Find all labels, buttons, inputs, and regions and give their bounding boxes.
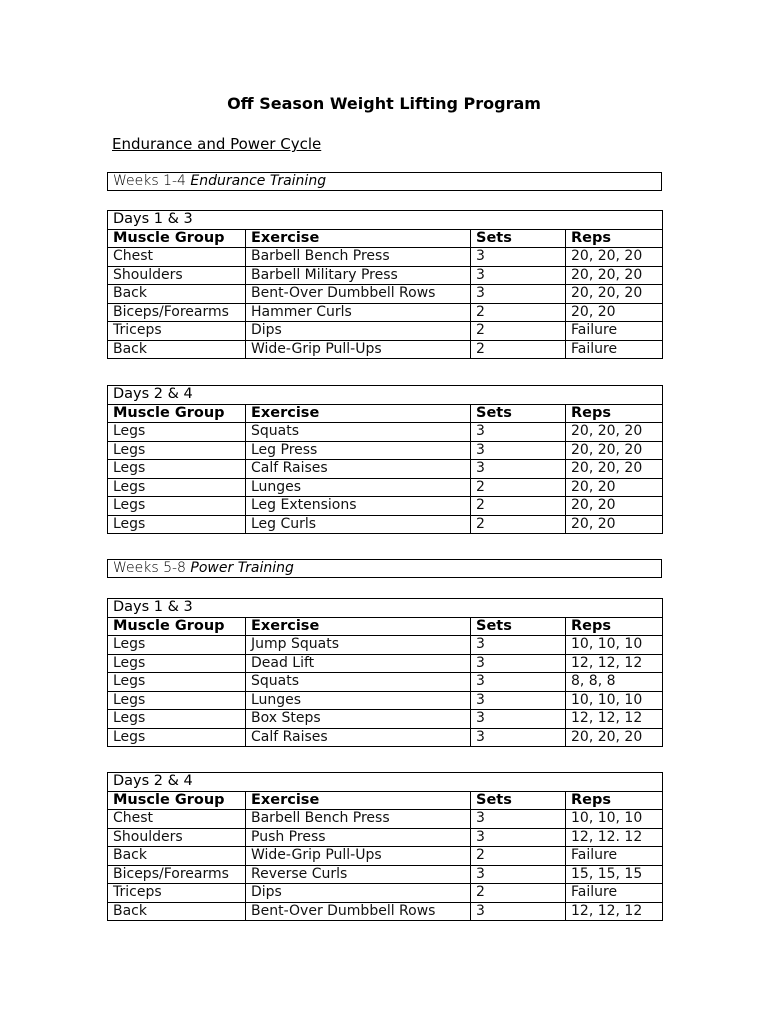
table-row xyxy=(108,303,663,322)
reps-cell: 20, 20, 20 xyxy=(566,441,663,460)
workout-table xyxy=(107,385,663,534)
days-label: Days 1 & 3 xyxy=(108,599,663,618)
table-header-row xyxy=(108,791,663,810)
reps-cell: 20, 20 xyxy=(566,497,663,516)
sets-cell: 3 xyxy=(471,636,566,655)
table-row xyxy=(108,884,663,903)
exercise-cell: Jump Squats xyxy=(246,636,471,655)
column-header: Exercise xyxy=(246,617,471,636)
exercise-cell: Dead Lift xyxy=(246,654,471,673)
column-header: Sets xyxy=(471,229,566,248)
phase-weeks: Weeks 1-4 xyxy=(113,173,186,189)
reps-cell: 20, 20, 20 xyxy=(566,266,663,285)
table-row xyxy=(108,460,663,479)
muscle-group-cell: Legs xyxy=(108,441,246,460)
workout-table xyxy=(107,598,663,747)
phase-name: Endurance Training xyxy=(190,173,327,189)
reps-cell: 20, 20 xyxy=(566,478,663,497)
exercise-cell: Leg Extensions xyxy=(246,497,471,516)
sets-cell: 2 xyxy=(471,497,566,516)
sets-cell: 3 xyxy=(471,828,566,847)
table-row xyxy=(108,322,663,341)
table-row xyxy=(108,902,663,921)
column-header: Muscle Group xyxy=(108,229,246,248)
reps-cell: 10, 10, 10 xyxy=(566,691,663,710)
column-header: Reps xyxy=(566,229,663,248)
exercise-cell: Bent-Over Dumbbell Rows xyxy=(246,902,471,921)
exercise-cell: Leg Curls xyxy=(246,515,471,534)
reps-cell: 12, 12, 12 xyxy=(566,654,663,673)
column-header: Exercise xyxy=(246,229,471,248)
column-header: Sets xyxy=(471,617,566,636)
sets-cell: 3 xyxy=(471,902,566,921)
sets-cell: 3 xyxy=(471,460,566,479)
table-row xyxy=(108,340,663,359)
exercise-cell: Squats xyxy=(246,423,471,442)
exercise-cell: Reverse Curls xyxy=(246,865,471,884)
reps-cell: 12, 12, 12 xyxy=(566,710,663,729)
sets-cell: 3 xyxy=(471,728,566,747)
sets-cell: 2 xyxy=(471,847,566,866)
reps-cell: 20, 20 xyxy=(566,303,663,322)
column-header: Reps xyxy=(566,791,663,810)
muscle-group-cell: Back xyxy=(108,847,246,866)
days-label: Days 2 & 4 xyxy=(108,386,663,405)
column-header: Muscle Group xyxy=(108,617,246,636)
reps-cell: 12, 12. 12 xyxy=(566,828,663,847)
table-row xyxy=(108,673,663,692)
muscle-group-cell: Legs xyxy=(108,460,246,479)
muscle-group-cell: Legs xyxy=(108,673,246,692)
table-row xyxy=(108,847,663,866)
exercise-cell: Wide-Grip Pull-Ups xyxy=(246,340,471,359)
table-row xyxy=(108,441,663,460)
sets-cell: 2 xyxy=(471,322,566,341)
muscle-group-cell: Legs xyxy=(108,691,246,710)
exercise-cell: Lunges xyxy=(246,691,471,710)
exercise-cell: Lunges xyxy=(246,478,471,497)
column-header: Muscle Group xyxy=(108,791,246,810)
reps-cell: 15, 15, 15 xyxy=(566,865,663,884)
reps-cell: 20, 20, 20 xyxy=(566,423,663,442)
exercise-cell: Bent-Over Dumbbell Rows xyxy=(246,285,471,304)
phase-banner-endurance xyxy=(107,172,662,191)
table-row xyxy=(108,248,663,267)
sets-cell: 3 xyxy=(471,441,566,460)
sets-cell: 3 xyxy=(471,248,566,267)
muscle-group-cell: Shoulders xyxy=(108,828,246,847)
reps-cell: 20, 20, 20 xyxy=(566,460,663,479)
muscle-group-cell: Legs xyxy=(108,423,246,442)
column-header: Sets xyxy=(471,404,566,423)
exercise-cell: Calf Raises xyxy=(246,728,471,747)
sets-cell: 3 xyxy=(471,865,566,884)
column-header: Sets xyxy=(471,791,566,810)
table-row xyxy=(108,478,663,497)
exercise-cell: Hammer Curls xyxy=(246,303,471,322)
column-header: Exercise xyxy=(246,404,471,423)
sets-cell: 3 xyxy=(471,810,566,829)
sets-cell: 3 xyxy=(471,710,566,729)
exercise-cell: Barbell Bench Press xyxy=(246,248,471,267)
reps-cell: 8, 8, 8 xyxy=(566,673,663,692)
muscle-group-cell: Legs xyxy=(108,728,246,747)
sets-cell: 3 xyxy=(471,423,566,442)
sets-cell: 3 xyxy=(471,266,566,285)
table-header-row xyxy=(108,617,663,636)
reps-cell: 20, 20 xyxy=(566,515,663,534)
reps-cell: 10, 10, 10 xyxy=(566,810,663,829)
muscle-group-cell: Legs xyxy=(108,515,246,534)
exercise-cell: Squats xyxy=(246,673,471,692)
exercise-cell: Barbell Bench Press xyxy=(246,810,471,829)
sets-cell: 3 xyxy=(471,285,566,304)
muscle-group-cell: Back xyxy=(108,340,246,359)
reps-cell: Failure xyxy=(566,847,663,866)
workout-table xyxy=(107,772,663,921)
column-header: Reps xyxy=(566,404,663,423)
muscle-group-cell: Biceps/Forearms xyxy=(108,865,246,884)
table-row xyxy=(108,728,663,747)
table-row xyxy=(108,710,663,729)
table-row xyxy=(108,423,663,442)
muscle-group-cell: Chest xyxy=(108,248,246,267)
sets-cell: 2 xyxy=(471,478,566,497)
table-header-row xyxy=(108,404,663,423)
muscle-group-cell: Legs xyxy=(108,497,246,516)
muscle-group-cell: Chest xyxy=(108,810,246,829)
workout-table xyxy=(107,210,663,359)
reps-cell: Failure xyxy=(566,322,663,341)
reps-cell: 20, 20, 20 xyxy=(566,248,663,267)
sets-cell: 2 xyxy=(471,303,566,322)
exercise-cell: Box Steps xyxy=(246,710,471,729)
reps-cell: Failure xyxy=(566,340,663,359)
table-row xyxy=(108,691,663,710)
phase-weeks: Weeks 5-8 xyxy=(113,560,186,576)
muscle-group-cell: Legs xyxy=(108,710,246,729)
column-header: Muscle Group xyxy=(108,404,246,423)
table-row xyxy=(108,266,663,285)
sets-cell: 3 xyxy=(471,691,566,710)
column-header: Reps xyxy=(566,617,663,636)
exercise-cell: Barbell Military Press xyxy=(246,266,471,285)
muscle-group-cell: Legs xyxy=(108,478,246,497)
table-row xyxy=(108,285,663,304)
exercise-cell: Leg Press xyxy=(246,441,471,460)
table-row xyxy=(108,636,663,655)
phase-banner-power xyxy=(107,559,662,578)
exercise-cell: Wide-Grip Pull-Ups xyxy=(246,847,471,866)
muscle-group-cell: Back xyxy=(108,902,246,921)
table-row xyxy=(108,828,663,847)
muscle-group-cell: Legs xyxy=(108,636,246,655)
document-subtitle: Endurance and Power Cycle xyxy=(112,135,322,153)
reps-cell: 20, 20, 20 xyxy=(566,728,663,747)
muscle-group-cell: Triceps xyxy=(108,884,246,903)
table-row xyxy=(108,515,663,534)
table-header-row xyxy=(108,229,663,248)
phase-name: Power Training xyxy=(190,560,294,576)
days-label: Days 2 & 4 xyxy=(108,773,663,792)
sets-cell: 2 xyxy=(471,515,566,534)
muscle-group-cell: Biceps/Forearms xyxy=(108,303,246,322)
sets-cell: 3 xyxy=(471,654,566,673)
muscle-group-cell: Back xyxy=(108,285,246,304)
exercise-cell: Push Press xyxy=(246,828,471,847)
muscle-group-cell: Shoulders xyxy=(108,266,246,285)
muscle-group-cell: Legs xyxy=(108,654,246,673)
muscle-group-cell: Triceps xyxy=(108,322,246,341)
table-row xyxy=(108,865,663,884)
table-row xyxy=(108,810,663,829)
sets-cell: 2 xyxy=(471,884,566,903)
exercise-cell: Dips xyxy=(246,884,471,903)
document-title: Off Season Weight Lifting Program xyxy=(227,94,541,113)
reps-cell: 12, 12, 12 xyxy=(566,902,663,921)
reps-cell: 20, 20, 20 xyxy=(566,285,663,304)
table-row xyxy=(108,497,663,516)
sets-cell: 2 xyxy=(471,340,566,359)
sets-cell: 3 xyxy=(471,673,566,692)
days-label: Days 1 & 3 xyxy=(108,211,663,230)
table-row xyxy=(108,654,663,673)
exercise-cell: Dips xyxy=(246,322,471,341)
column-header: Exercise xyxy=(246,791,471,810)
exercise-cell: Calf Raises xyxy=(246,460,471,479)
reps-cell: Failure xyxy=(566,884,663,903)
reps-cell: 10, 10, 10 xyxy=(566,636,663,655)
